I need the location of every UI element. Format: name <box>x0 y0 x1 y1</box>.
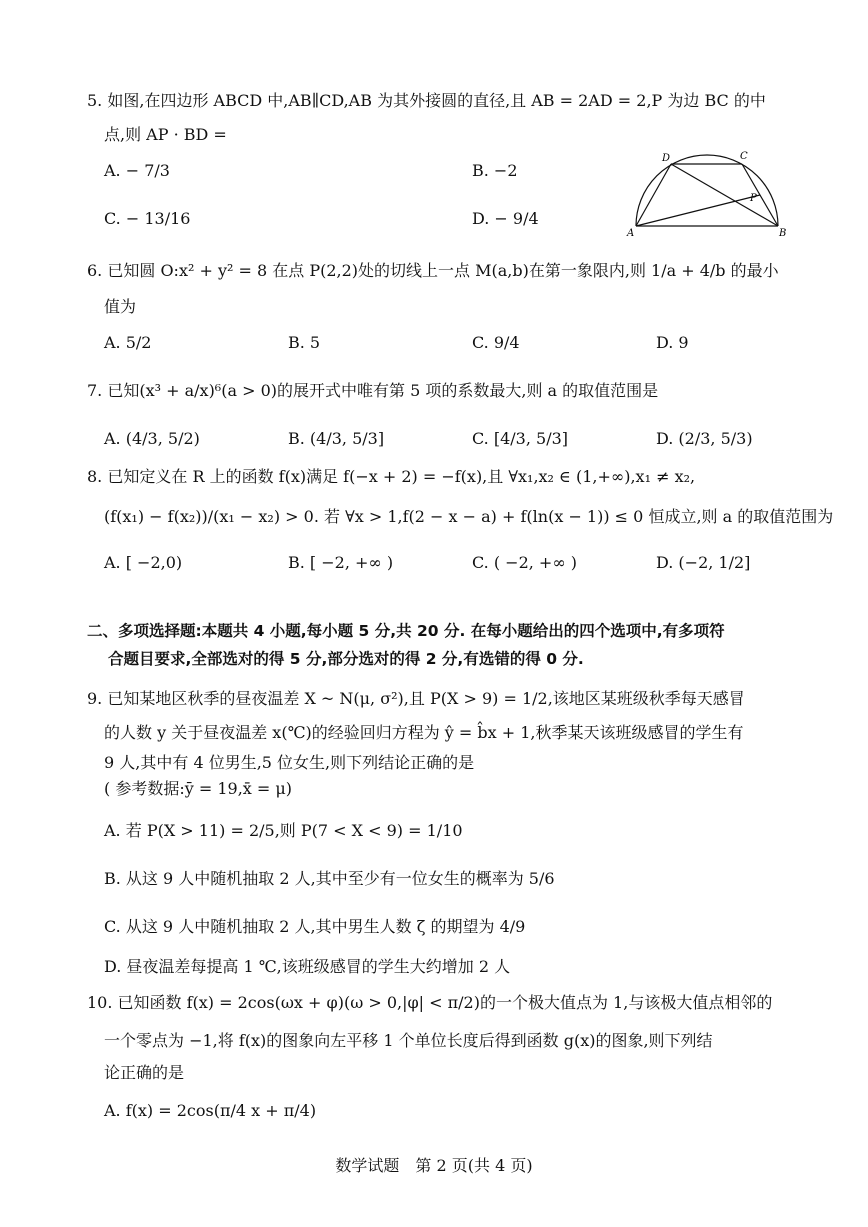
q8-option-a: A. [ −2,0) <box>104 553 183 572</box>
q7-option-d: D. (2/3, 5/3) <box>656 429 753 448</box>
segment-ap <box>636 195 760 226</box>
q5-option-a: A. − 7/3 <box>104 161 170 180</box>
segment-bd <box>671 164 778 226</box>
q5-option-d: D. − 9/4 <box>472 209 539 228</box>
label-b: B <box>779 228 787 238</box>
q8-option-c: C. ( −2, +∞ ) <box>472 553 577 572</box>
q6-stem-line2: 值为 <box>104 297 137 316</box>
q5-figure <box>624 148 790 238</box>
q9-option-a: A. 若 P(X > 11) = 2/5,则 P(7 < X < 9) = 1/10 <box>104 821 463 840</box>
q10-stem-line1: 10. 已知函数 f(x) = 2cos(ωx + φ)(ω > 0,|φ| < π/2)的一个极大值点为 1,与该极大值点相邻的 <box>87 993 773 1012</box>
label-c: C <box>740 151 748 162</box>
q6-option-a: A. 5/2 <box>104 333 152 352</box>
label-a: A <box>627 228 635 238</box>
q9-reference-data: ( 参考数据:ȳ = 19,x̄ = μ) <box>104 779 293 798</box>
q8-option-b: B. [ −2, +∞ ) <box>288 553 394 572</box>
q9-option-b: B. 从这 9 人中随机抽取 2 人,其中至少有一位女生的概率为 5/6 <box>104 869 555 888</box>
q5-option-b: B. −2 <box>472 161 518 180</box>
segment-ad <box>636 164 671 226</box>
label-d: D <box>662 153 671 164</box>
q9-stem-line2: 的人数 y 关于昼夜温差 x(℃)的经验回归方程为 ŷ = b̂x + 1,秋季某天该班级感冒的学生有 <box>104 723 744 742</box>
q9-option-d: D. 昼夜温差每提高 1 ℃,该班级感冒的学生大约增加 2 人 <box>104 957 511 976</box>
q8-option-d: D. (−2, 1/2] <box>656 553 751 572</box>
q5-option-c: C. − 13/16 <box>104 209 191 228</box>
q10-option-a: A. f(x) = 2cos(π/4 x + π/4) <box>104 1101 317 1120</box>
q9-option-c: C. 从这 9 人中随机抽取 2 人,其中男生人数 ζ 的期望为 4/9 <box>104 917 526 936</box>
q9-stem-line1: 9. 已知某地区秋季的昼夜温差 X ~ N(μ, σ²),且 P(X > 9) = 1/2,该地区某班级秋季每天感冒 <box>87 689 745 708</box>
q6-option-b: B. 5 <box>288 333 321 352</box>
q9-stem-line3: 9 人,其中有 4 位男生,5 位女生,则下列结论正确的是 <box>104 753 475 772</box>
q6-option-d: D. 9 <box>656 333 689 352</box>
q8-stem-line2: (f(x₁) − f(x₂))/(x₁ − x₂) > 0. 若 ∀x > 1,f(2 − x − a) + f(ln(x − 1)) ≤ 0 恒成立,则 a 的取值范围为 <box>104 507 834 526</box>
q7-stem: 7. 已知(x³ + a/x)⁶(a > 0)的展开式中唯有第 5 项的系数最大,则 a 的取值范围是 <box>87 381 659 400</box>
q6-option-c: C. 9/4 <box>472 333 520 352</box>
section2-heading-line2: 合题目要求,全部选对的得 5 分,部分选对的得 2 分,有选错的得 0 分. <box>108 650 584 668</box>
page-footer: 数学试题 第 2 页(共 4 页) <box>335 1156 533 1175</box>
q7-option-b: B. (4/3, 5/3] <box>288 429 385 448</box>
q7-option-a: A. (4/3, 5/2) <box>104 429 200 448</box>
semicircle-arc <box>636 155 778 226</box>
q10-stem-line3: 论正确的是 <box>104 1063 185 1082</box>
section2-heading-line1: 二、多项选择题:本题共 4 小题,每小题 5 分,共 20 分. 在每小题给出的四个选项中,有多项符 <box>87 622 725 640</box>
q10-stem-line2: 一个零点为 −1,将 f(x)的图象向左平移 1 个单位长度后得到函数 g(x)的图象,则下列结 <box>104 1031 713 1050</box>
q8-stem-line1: 8. 已知定义在 R 上的函数 f(x)满足 f(−x + 2) = −f(x),且 ∀x₁,x₂ ∈ (1,+∞),x₁ ≠ x₂, <box>87 467 696 486</box>
q7-option-c: C. [4/3, 5/3] <box>472 429 568 448</box>
q5-stem-line1: 5. 如图,在四边形 ABCD 中,AB∥CD,AB 为其外接圆的直径,且 AB = 2AD = 2,P 为边 BC 的中 <box>87 91 766 110</box>
label-p: P <box>750 193 757 204</box>
q6-stem-line1: 6. 已知圆 O:x² + y² = 8 在点 P(2,2)处的切线上一点 M(a,b)在第一象限内,则 1/a + 4/b 的最小 <box>87 261 779 280</box>
q5-stem-line2: 点,则 AP · BD = <box>104 125 227 144</box>
